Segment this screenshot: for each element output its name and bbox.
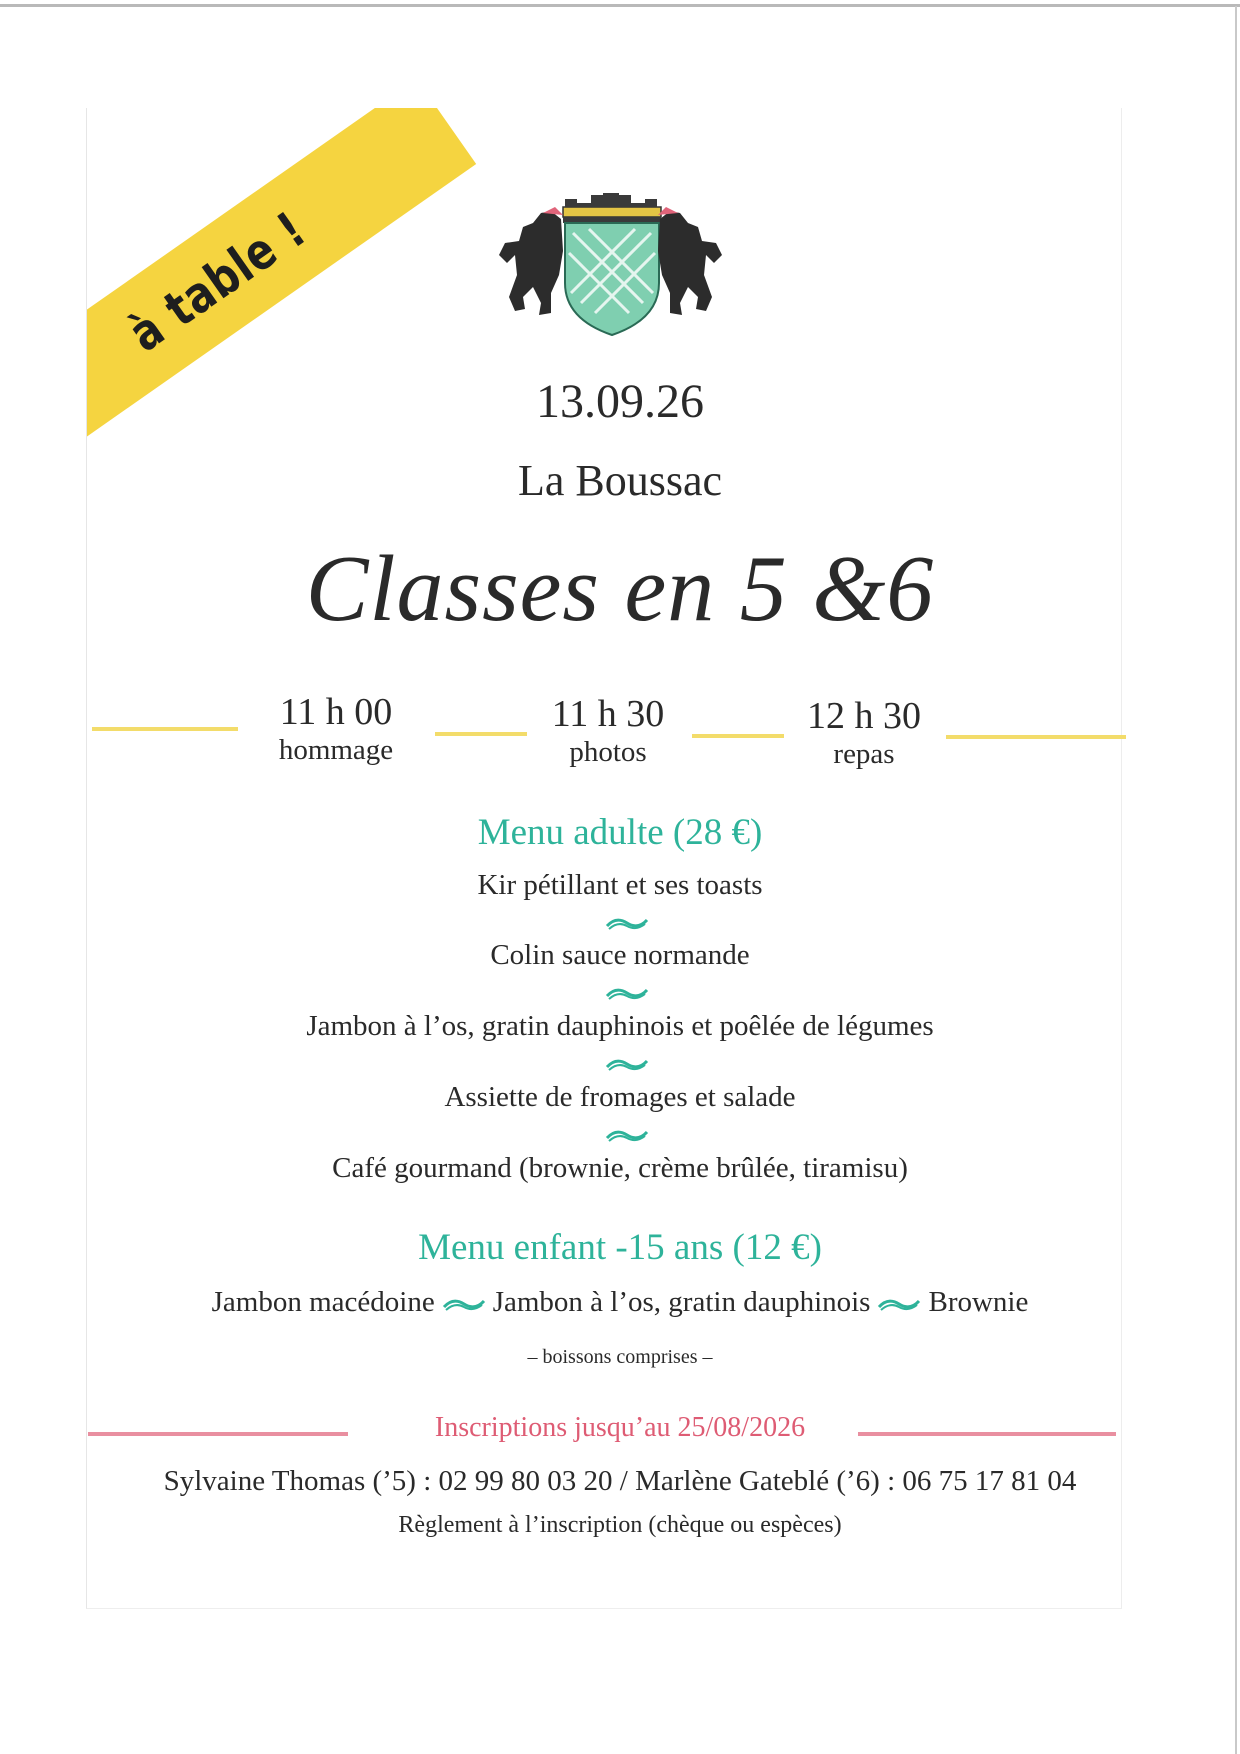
drinks-note: – boissons comprises – xyxy=(527,1346,713,1368)
schedule-time: 12 h 30 xyxy=(807,695,921,737)
menu-adult-item: Assiette de fromages et salade xyxy=(444,1081,796,1113)
schedule-label: hommage xyxy=(278,734,394,766)
schedule-item xyxy=(508,693,708,769)
tilde-ornament-icon xyxy=(441,1295,487,1313)
menu-child-title: Menu enfant -15 ans (12 €) xyxy=(418,1227,822,1268)
menu-adult-item: Kir pétillant et ses toasts xyxy=(477,869,763,901)
tilde-ornament-icon xyxy=(604,1055,650,1073)
registration-deadline: Inscriptions jusqu’au 25/08/2026 xyxy=(434,1412,806,1443)
menu-adult-item: Jambon à l’os, gratin dauphinois et poêlée de légumes xyxy=(306,1010,934,1042)
banner-text: à table ! xyxy=(118,200,316,364)
event-place: La Boussac xyxy=(517,456,723,505)
schedule-time: 11 h 30 xyxy=(551,693,665,735)
tilde-ornament-icon xyxy=(604,984,650,1002)
menu-child-item: Jambon à l’os, gratin dauphinois xyxy=(492,1286,871,1318)
menu-adult-item: Café gourmand (brownie, crème brûlée, tiramisu) xyxy=(332,1152,908,1184)
menu-child-items xyxy=(0,1286,1240,1319)
divider-line xyxy=(946,735,1126,739)
menu-child-item: Brownie xyxy=(928,1286,1029,1318)
schedule-label: repas xyxy=(833,738,895,770)
coat-of-arms-icon xyxy=(493,193,728,343)
event-title: Classes en 5 &6 xyxy=(305,537,935,641)
schedule-item xyxy=(236,691,436,767)
tilde-ornament-icon xyxy=(876,1295,922,1313)
event-date: 13.09.26 xyxy=(536,375,704,428)
menu-child-item: Jambon macédoine xyxy=(211,1286,435,1318)
registration-contacts: Sylvaine Thomas (’5) : 02 99 80 03 20 / Marlène Gateblé (’6) : 06 75 17 81 04 xyxy=(163,1465,1077,1497)
divider-line xyxy=(92,727,238,731)
tilde-ornament-icon xyxy=(604,1126,650,1144)
menu-adult-item: Colin sauce normande xyxy=(490,939,750,971)
menu-adult-title: Menu adulte (28 €) xyxy=(477,812,763,853)
registration-payment: Règlement à l’inscription (chèque ou espèces) xyxy=(398,1512,842,1538)
scan-edge-top xyxy=(0,4,1240,7)
schedule-time: 11 h 00 xyxy=(279,691,393,733)
schedule-item xyxy=(764,695,964,771)
tilde-ornament-icon xyxy=(604,914,650,932)
schedule-label: photos xyxy=(569,736,647,768)
